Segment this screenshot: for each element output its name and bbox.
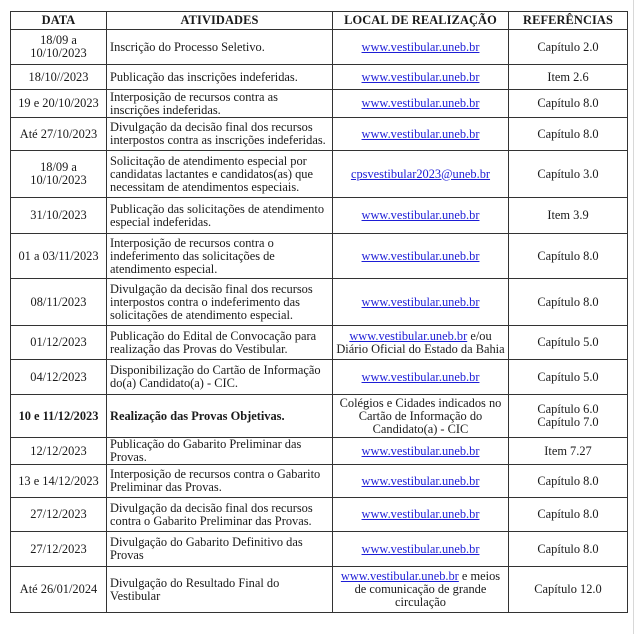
local-cell bbox=[333, 532, 509, 567]
table-row bbox=[11, 90, 628, 118]
reference-cell bbox=[509, 465, 628, 498]
table-row bbox=[11, 498, 628, 532]
date-cell: 04/12/2023 bbox=[11, 360, 107, 395]
activity-cell: Interposição de recursos contra as inscrições indeferidas. bbox=[107, 90, 333, 118]
reference-cell bbox=[509, 151, 628, 198]
reference-cell bbox=[509, 395, 628, 438]
reference-text: Capítulo 5.0 bbox=[537, 335, 599, 349]
local-cell bbox=[333, 90, 509, 118]
date-cell: 18/10//2023 bbox=[11, 65, 107, 90]
activity-cell: Divulgação da decisão final dos recursos contra o Gabarito Preliminar das Provas. bbox=[107, 498, 333, 532]
header-local: LOCAL DE REALIZAÇÃO bbox=[333, 12, 509, 30]
activity-cell: Divulgação do Gabarito Definitivo das Provas bbox=[107, 532, 333, 567]
reference-cell bbox=[509, 65, 628, 90]
local-cell bbox=[333, 118, 509, 151]
local-text: e/ou Diário Oficial do Estado da Bahia bbox=[336, 328, 505, 356]
table-row bbox=[11, 30, 628, 65]
local-cell bbox=[333, 438, 509, 465]
page-edge-divider bbox=[633, 0, 634, 634]
local-cell bbox=[333, 395, 509, 438]
table-row bbox=[11, 438, 628, 465]
reference-cell bbox=[509, 279, 628, 326]
date-cell: Até 26/01/2024 bbox=[11, 567, 107, 613]
reference-cell bbox=[509, 360, 628, 395]
website-link[interactable]: www.vestibular.uneb.br bbox=[361, 248, 480, 263]
local-cell bbox=[333, 30, 509, 65]
date-cell: 27/12/2023 bbox=[11, 498, 107, 532]
date-cell: 18/09 a 10/10/2023 bbox=[11, 30, 107, 65]
header-activity: ATIVIDADES bbox=[107, 12, 333, 30]
reference-text: Capítulo 8.0 bbox=[537, 507, 599, 521]
reference-cell bbox=[509, 234, 628, 279]
reference-cell bbox=[509, 30, 628, 65]
table-row bbox=[11, 360, 628, 395]
reference-text: Item 3.9 bbox=[547, 208, 589, 222]
date-cell: 27/12/2023 bbox=[11, 532, 107, 567]
activity-cell: Realização das Provas Objetivas. bbox=[107, 395, 333, 438]
date-cell: 01 a 03/11/2023 bbox=[11, 234, 107, 279]
table-row bbox=[11, 567, 628, 613]
local-cell bbox=[333, 151, 509, 198]
header-references: REFERÊNCIAS bbox=[509, 12, 628, 30]
reference-cell bbox=[509, 198, 628, 234]
date-cell: 10 e 11/12/2023 bbox=[11, 395, 107, 438]
date-cell: 19 e 20/10/2023 bbox=[11, 90, 107, 118]
table-header-row bbox=[11, 12, 628, 30]
website-link[interactable]: www.vestibular.uneb.br bbox=[361, 473, 480, 488]
activity-cell: Interposição de recursos contra o indeferimento das solicitações de atendimento especial. bbox=[107, 234, 333, 279]
reference-text: Item 2.6 bbox=[547, 69, 589, 84]
activity-cell: Publicação das inscrições indeferidas. bbox=[107, 65, 333, 90]
header-date: DATA bbox=[11, 12, 107, 30]
table-row bbox=[11, 234, 628, 279]
activity-cell: Solicitação de atendimento especial por candidatas lactantes e candidatos(as) que necessitam de atendimentos especiais. bbox=[107, 151, 333, 198]
website-link[interactable]: www.vestibular.uneb.br bbox=[340, 569, 459, 583]
website-link[interactable]: www.vestibular.uneb.br bbox=[361, 208, 480, 222]
reference-text: Capítulo 12.0 bbox=[534, 582, 602, 596]
local-cell bbox=[333, 360, 509, 395]
reference-cell bbox=[509, 532, 628, 567]
website-link[interactable]: www.vestibular.uneb.br bbox=[361, 69, 480, 84]
website-link[interactable]: www.vestibular.uneb.br bbox=[349, 328, 468, 343]
reference-cell bbox=[509, 90, 628, 118]
date-cell: 18/09 a 10/10/2023 bbox=[11, 151, 107, 198]
table-row bbox=[11, 395, 628, 438]
date-cell: 01/12/2023 bbox=[11, 326, 107, 360]
reference-text: Capítulo 6.0 bbox=[537, 402, 599, 416]
reference-cell bbox=[509, 118, 628, 151]
reference-text: Capítulo 8.0 bbox=[537, 96, 599, 110]
reference-cell bbox=[509, 326, 628, 360]
local-cell bbox=[333, 65, 509, 90]
activity-cell: Publicação do Edital de Convocação para realização das Provas do Vestibular. bbox=[107, 326, 333, 360]
table-row bbox=[11, 532, 628, 567]
table-row bbox=[11, 279, 628, 326]
reference-text: Capítulo 8.0 bbox=[537, 126, 599, 141]
activity-cell: Inscrição do Processo Seletivo. bbox=[107, 30, 333, 65]
reference-text: Capítulo 3.0 bbox=[537, 166, 599, 181]
website-link[interactable]: www.vestibular.uneb.br bbox=[361, 369, 480, 384]
activity-cell: Divulgação da decisão final dos recursos interpostos contra as inscrições indeferidas. bbox=[107, 118, 333, 151]
reference-text: Capítulo 5.0 bbox=[537, 369, 599, 384]
activity-cell: Publicação do Gabarito Preliminar das Provas. bbox=[107, 438, 333, 465]
reference-text: Item 7.27 bbox=[544, 443, 592, 458]
email-link[interactable]: cpsvestibular2023@uneb.br bbox=[350, 166, 491, 181]
local-text: Colégios e Cidades indicados no Cartão de Informação do Candidato(a) - CIC bbox=[339, 395, 502, 436]
local-cell bbox=[333, 198, 509, 234]
activity-cell: Publicação das solicitações de atendimento especial indeferidas. bbox=[107, 198, 333, 234]
website-link[interactable]: www.vestibular.uneb.br bbox=[361, 294, 480, 309]
reference-text: Capítulo 8.0 bbox=[537, 248, 599, 263]
local-text: e meios de comunicação de grande circulação bbox=[354, 569, 501, 609]
table-row bbox=[11, 198, 628, 234]
reference-text-secondary: Capítulo 7.0 bbox=[537, 415, 599, 429]
website-link[interactable]: www.vestibular.uneb.br bbox=[361, 96, 480, 110]
local-cell bbox=[333, 567, 509, 613]
table-row bbox=[11, 118, 628, 151]
date-cell: Até 27/10/2023 bbox=[11, 118, 107, 151]
table-row bbox=[11, 326, 628, 360]
activity-cell: Disponibilização do Cartão de Informação do(a) Candidato(a) - CIC. bbox=[107, 360, 333, 395]
table-row bbox=[11, 465, 628, 498]
table-row bbox=[11, 65, 628, 90]
reference-text: Capítulo 8.0 bbox=[537, 294, 599, 309]
activity-cell: Divulgação do Resultado Final do Vestibular bbox=[107, 567, 333, 613]
reference-cell bbox=[509, 498, 628, 532]
website-link[interactable]: www.vestibular.uneb.br bbox=[361, 39, 480, 54]
local-cell bbox=[333, 326, 509, 360]
schedule-rows bbox=[11, 30, 628, 613]
local-cell bbox=[333, 465, 509, 498]
website-link[interactable]: www.vestibular.uneb.br bbox=[361, 443, 480, 458]
website-link[interactable]: www.vestibular.uneb.br bbox=[361, 507, 480, 521]
reference-cell bbox=[509, 438, 628, 465]
reference-text: Capítulo 8.0 bbox=[537, 541, 599, 556]
website-link[interactable]: www.vestibular.uneb.br bbox=[361, 541, 480, 556]
website-link[interactable]: www.vestibular.uneb.br bbox=[361, 126, 480, 141]
date-cell: 08/11/2023 bbox=[11, 279, 107, 326]
table-row bbox=[11, 151, 628, 198]
reference-cell bbox=[509, 567, 628, 613]
schedule-table bbox=[10, 11, 628, 613]
reference-text: Capítulo 8.0 bbox=[537, 473, 599, 488]
local-cell bbox=[333, 234, 509, 279]
local-cell bbox=[333, 498, 509, 532]
activity-cell: Interposição de recursos contra o Gabarito Preliminar das Provas. bbox=[107, 465, 333, 498]
local-cell bbox=[333, 279, 509, 326]
date-cell: 13 e 14/12/2023 bbox=[11, 465, 107, 498]
activity-cell: Divulgação da decisão final dos recursos interpostos contra o indeferimento das solicitações de atendimento especial. bbox=[107, 279, 333, 326]
date-cell: 12/12/2023 bbox=[11, 438, 107, 465]
date-cell: 31/10/2023 bbox=[11, 198, 107, 234]
reference-text: Capítulo 2.0 bbox=[537, 39, 599, 54]
